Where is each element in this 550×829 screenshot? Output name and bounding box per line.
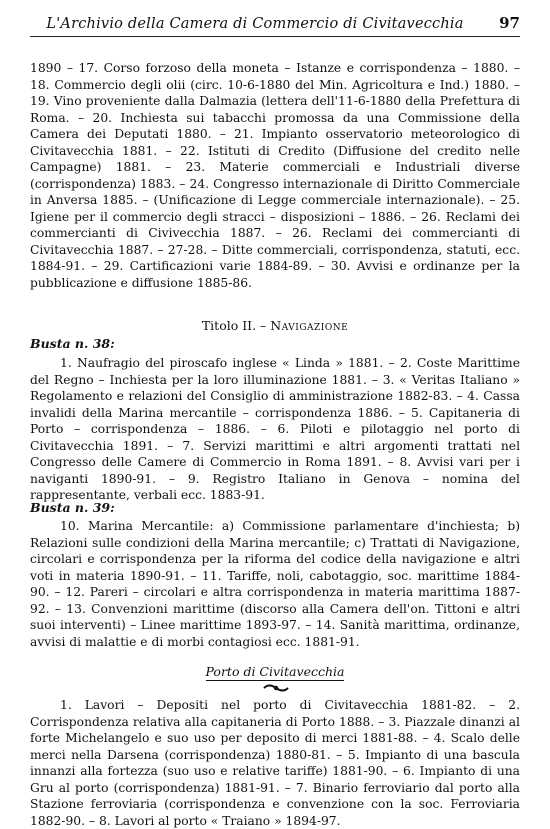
archive-list-paragraph: 1890 – 17. Corso forzoso della moneta – Istanze e corrispondenza – 1880. – 18. Commercio degli olii (circ. 10-6-1880 del Min. Agricoltura e Ind.) 1880. – 19. Vino proveniente dalla Dalmazia (lettera dell'11-6-1880 della Prefettura di Roma. – 20. Inchiesta sui tabacchi promossa da una Commissione della Camera dei Deputati 1880. – 21. Impianto osservatorio meteorologico di Civitavecchia 1881. – 22. Istituti di Credito (Diffusione del credito nelle Campagne) 1881. – 23. Materie commerciali e Industriali diverse (corrispondenza) 1883. – 24. Congresso internazionale di Diritto Commerciale in Anversa 1885. – (Unificazione di Legge commerciale internazionale). – 25. Igiene per il commercio degli stracci – disposizioni – 1886. – 26. Reclami dei commercianti di Civivecchia 1887. – 26. Reclami dei commercianti di Civitavecchia 1887. – 27-28. – Ditte commerciali, corrispondenza, statuti, ecc. 1884-91. – 29. Cartificazioni varie 1884-89. – 30. Avvisi e ordinanze per la pubblicazione e diffusione 1885-86. bbox=[30, 61, 520, 290]
busta-39-paragraph: 10. Marina Mercantile: a) Commissione parlamentare d'inchiesta; b) Relazioni sulle condizioni della Marina mercantile; c) Trattati di Navigazione, circolari e corrispondenza per la riforma del codice della navigazione e altri voti in materia 1890-91. – 11. Tariffe, noli, cabotaggio, soc. marittime 1884-90. – 12. Pareri – circolari e altra corrispondenza in materia marittima 1887-92. – 13. Convenzioni marittime (discorso alla Camera dell'on. Tittoni e altri suoi interventi) – Linee marittime 1893-97. – 14. Sanità marittima, ordinanze, avvisi di malattie e di morbi contagiosi ecc. 1881-91. bbox=[30, 519, 520, 649]
busta-39-label: Busta n. 39: bbox=[30, 500, 115, 515]
section-heading-prefix: Titolo II. – bbox=[201, 318, 267, 333]
section-heading-name: Navigazione bbox=[270, 318, 349, 333]
section-heading bbox=[30, 318, 520, 333]
porto-body bbox=[30, 697, 520, 829]
busta-38-label: Busta n. 38: bbox=[30, 336, 115, 351]
section-archive-list bbox=[30, 60, 520, 291]
running-header bbox=[30, 14, 520, 37]
page-number: 97 bbox=[499, 14, 520, 32]
running-title: L'Archivio della Camera di Commercio di Civitavecchia bbox=[46, 16, 464, 32]
busta-38-body bbox=[30, 355, 520, 504]
ornament-icon bbox=[262, 683, 290, 693]
porto-heading bbox=[30, 664, 520, 679]
porto-paragraph: 1. Lavori – Depositi nel porto di Civitavecchia 1881-82. – 2. Corrispondenza relativa alla capitaneria di Porto 1888. – 3. Piazzale dinanzi al forte Michelangelo e suo uso per deposito di merci 1881-88. – 4. Scalo delle merci nella Darsena (corrispondenza) 1880-81. – 5. Impianto di una bascula innanzi alla fortezza (suo uso e relative tariffe) 1881-90. – 6. Impianto di una Gru al porto (corrispondenza) 1881-91. – 7. Binario ferroviario dal porto alla Stazione ferroviaria (corrispondenza e convenzione con la soc. Ferroviaria 1882-90. – 8. Lavori al porto « Traiano » 1894-97. bbox=[30, 698, 520, 828]
porto-heading-text: Porto di Civitavecchia bbox=[205, 664, 345, 679]
busta-38-paragraph: 1. Naufragio del piroscafo inglese « Linda » 1881. – 2. Coste Marittime del Regno – Inchiesta per la loro illuminazione 1881. – 3. « Veritas Italiano » Regolamento e relazioni del Consiglio di amministrazione 1882-83. – 4. Cassa invalidi della Marina mercantile – corrispondenza 1886. – 5. Capitaneria di Porto – corrispondenza – 1886. – 6. Piloti e pilotaggio nel porto di Civitavecchia 1891. – 7. Servizi marittimi e altri argomenti trattati nel Congresso delle Camere di Commercio in Roma 1891. – 8. Avvisi vari per i naviganti 1890-91. – 9. Registro Italiano in Genova – nomina del rappresentante, verbali ecc. 1883-91. bbox=[30, 356, 520, 502]
busta-39-body bbox=[30, 518, 520, 650]
